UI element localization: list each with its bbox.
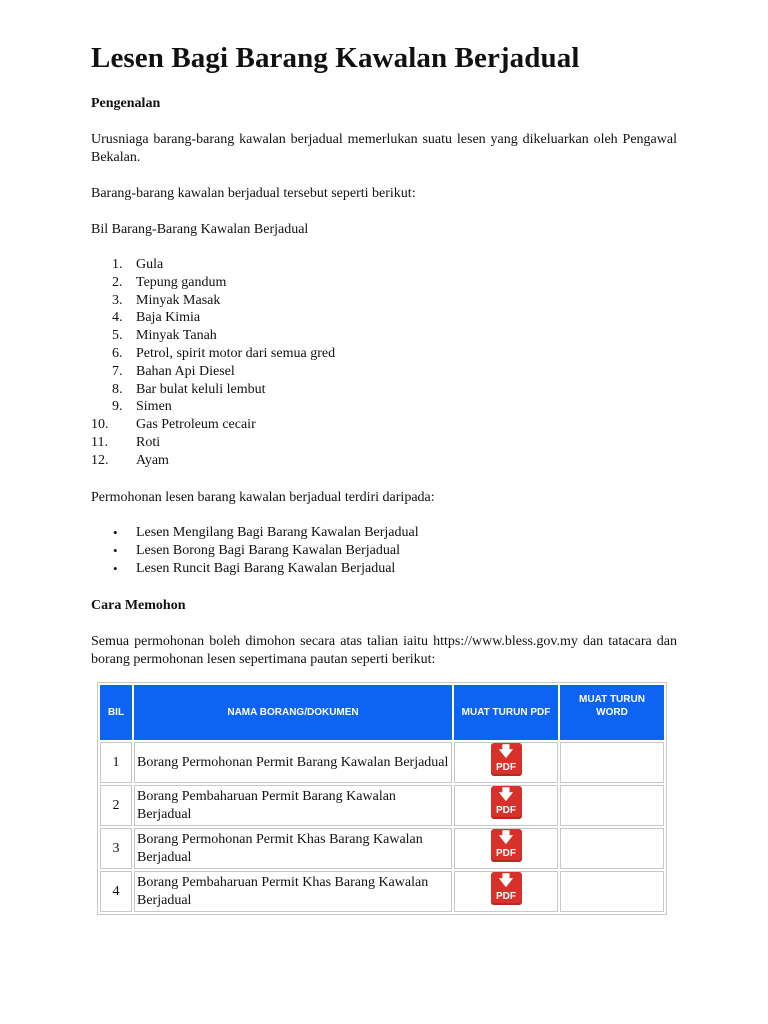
document-name: Borang Pembaharuan Permit Barang Kawalan Berjadual <box>134 785 452 826</box>
column-header-word: MUAT TURUN WORD <box>560 685 664 740</box>
licence-type-list <box>91 524 419 577</box>
licence-intro: Permohonan lesen barang kawalan berjadual terdiri daripada: <box>91 490 435 505</box>
table-row <box>100 828 664 869</box>
list-item: 3. Minyak Masak <box>112 292 221 308</box>
intro-paragraph: Urusniaga barang-barang kawalan berjadual memerlukan suatu lesen yang dikeluarkan oleh Pengawal Bekalan. <box>91 132 677 165</box>
pdf-cell <box>454 828 558 869</box>
word-cell <box>560 785 664 826</box>
table-header-row <box>100 685 664 740</box>
pdf-cell <box>454 742 558 783</box>
list-item: 4. Baja Kimia <box>112 310 201 326</box>
document-name: Borang Pembaharuan Permit Khas Barang Kawalan Berjadual <box>134 871 452 912</box>
word-cell <box>560 742 664 783</box>
apply-paragraph: Semua permohonan boleh dimohon secara atas talian iaitu https://www.bless.gov.my dan tatacara dan borang permohonan lesen sepertimana pautan seperti berikut: <box>91 634 677 667</box>
pdf-download-icon[interactable]: 🡇 PDF <box>491 829 522 862</box>
list-item: 5. Minyak Tanah <box>112 328 217 344</box>
controlled-goods-list <box>91 256 335 470</box>
list-item: 10. Gas Petroleum cecair <box>91 417 256 433</box>
row-number: 2 <box>100 785 132 826</box>
table-row <box>100 742 664 783</box>
list-item: • Lesen Runcit Bagi Barang Kawalan Berjadual <box>113 560 396 576</box>
document-name: Borang Permohonan Permit Khas Barang Kawalan Berjadual <box>134 828 452 869</box>
list-item: 11. Roti <box>91 434 161 450</box>
list-item: 1. Gula <box>112 257 164 272</box>
pdf-download-icon[interactable]: 🡇 PDF <box>491 786 522 819</box>
column-header-pdf: MUAT TURUN PDF <box>454 685 558 740</box>
word-cell <box>560 871 664 912</box>
pdf-cell <box>454 871 558 912</box>
page-title: Lesen Bagi Barang Kawalan Berjadual <box>91 42 580 74</box>
list-item: • Lesen Borong Bagi Barang Kawalan Berjadual <box>113 542 400 558</box>
table-row <box>100 785 664 826</box>
row-number: 1 <box>100 742 132 783</box>
list-item: 8. Bar bulat keluli lembut <box>112 381 266 397</box>
apply-heading: Cara Memohon <box>91 598 186 613</box>
list-item: 7. Bahan Api Diesel <box>112 363 235 379</box>
intro-heading: Pengenalan <box>91 96 161 111</box>
pdf-cell <box>454 785 558 826</box>
list-item: 9. Simen <box>112 399 172 415</box>
row-number: 4 <box>100 871 132 912</box>
list-item: 6. Petrol, spirit motor dari semua gred <box>112 345 336 361</box>
list-item: • Lesen Mengilang Bagi Barang Kawalan Berjadual <box>113 525 419 540</box>
list-header: Bil Barang-Barang Kawalan Berjadual <box>91 222 309 237</box>
list-item: 12. Ayam <box>91 452 169 468</box>
word-cell <box>560 828 664 869</box>
column-header-name: NAMA BORANG/DOKUMEN <box>134 685 452 740</box>
list-item: 2. Tepung gandum <box>112 274 227 290</box>
column-header-bil: BIL <box>100 685 132 740</box>
list-intro: Barang-barang kawalan berjadual tersebut seperti berikut: <box>91 186 416 201</box>
table-row <box>100 871 664 912</box>
pdf-download-icon[interactable]: 🡇 PDF <box>491 872 522 905</box>
documents-table <box>97 682 667 915</box>
pdf-download-icon[interactable]: 🡇 PDF <box>491 743 522 776</box>
document-name: Borang Permohonan Permit Barang Kawalan Berjadual <box>134 742 452 783</box>
row-number: 3 <box>100 828 132 869</box>
